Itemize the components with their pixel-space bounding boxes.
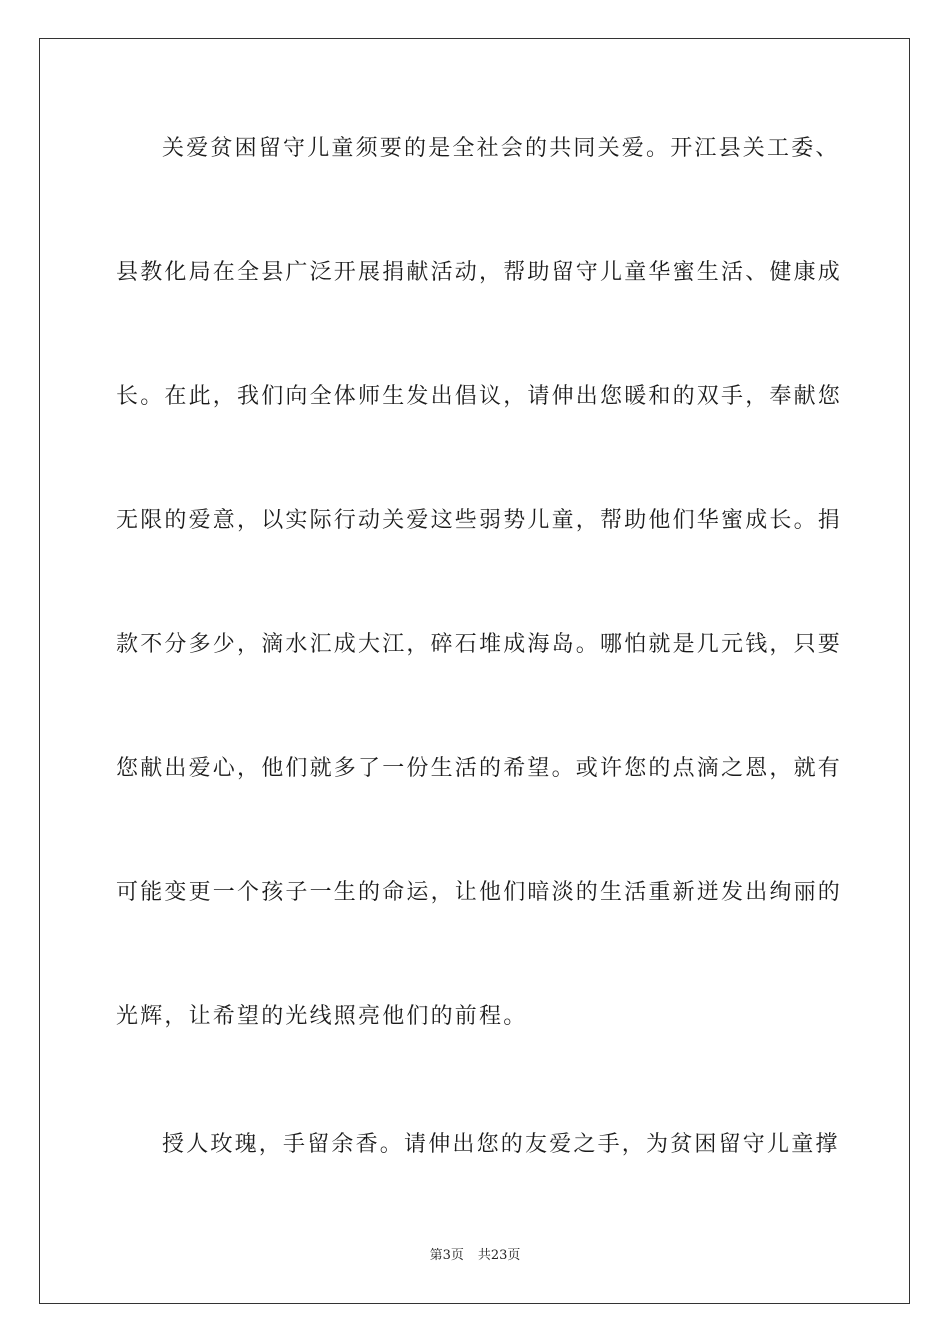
page-number: 第3页 [429,1248,464,1263]
page-border [39,38,910,1304]
text-line: 长。在此，我们向全体师生发出倡议，请伸出您暖和的双手，奉献您 [116,384,843,409]
page-footer [0,1247,950,1265]
text-line: 关爱贫困留守儿童须要的是全社会的共同关爱。开江县关工委、 [162,136,840,161]
text-line: 款不分多少，滴水汇成大江，碎石堆成海岛。哪怕就是几元钱，只要 [116,632,843,657]
text-line: 您献出爱心，他们就多了一份生活的希望。或许您的点滴之恩，就有 [116,756,843,781]
text-line: 授人玫瑰，手留余香。请伸出您的友爱之手，为贫困留守儿童撑 [162,1132,840,1157]
text-line: 县教化局在全县广泛开展捐献活动，帮助留守儿童华蜜生活、健康成 [116,260,843,285]
text-line: 无限的爱意，以实际行动关爱这些弱势儿童，帮助他们华蜜成长。捐 [116,508,843,533]
text-line: 光辉，让希望的光线照亮他们的前程。 [116,1004,528,1029]
page-total: 共23页 [477,1248,521,1263]
text-line: 可能变更一个孩子一生的命运，让他们暗淡的生活重新迸发出绚丽的 [116,880,843,905]
